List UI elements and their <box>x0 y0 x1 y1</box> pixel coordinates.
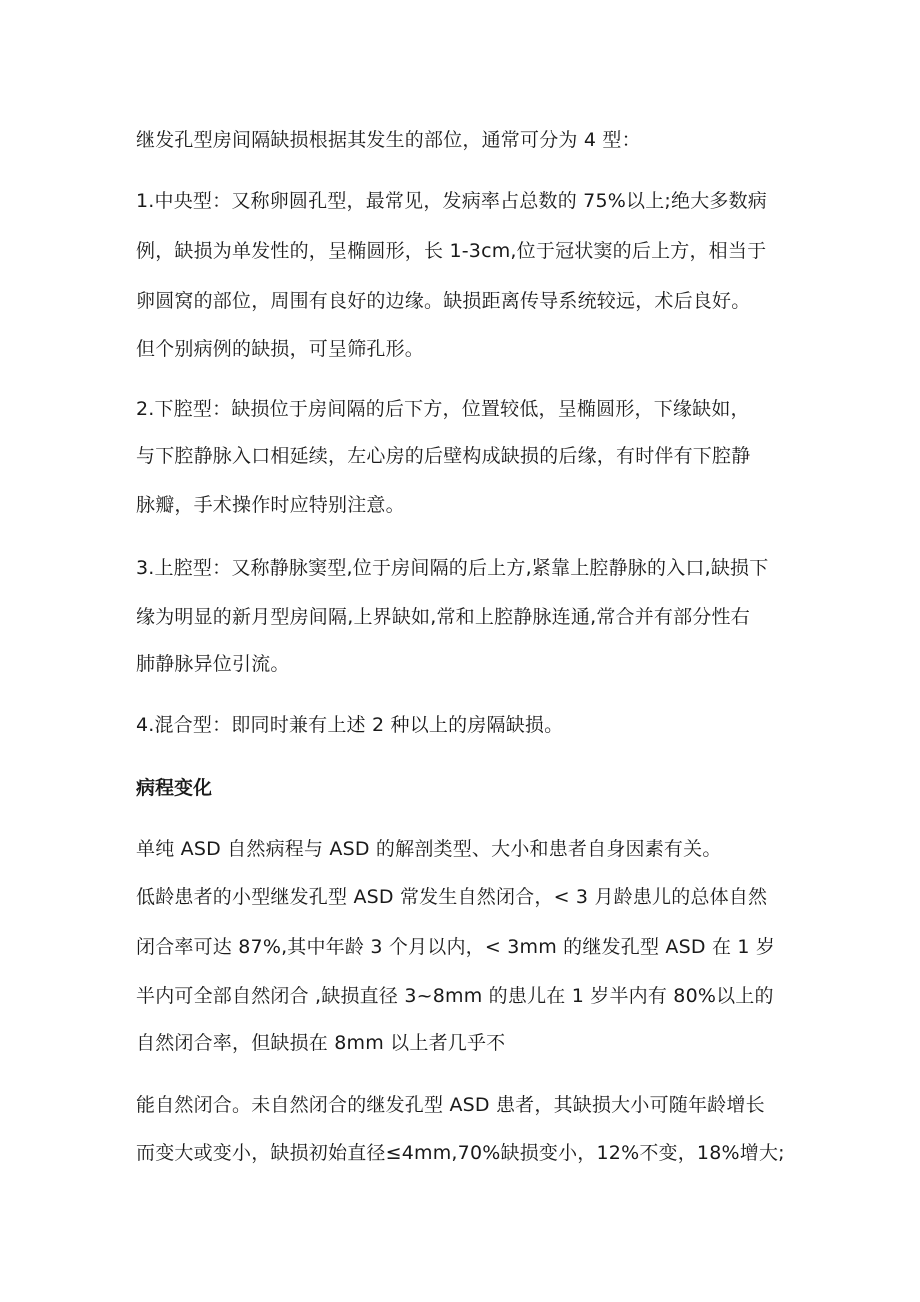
type1-line-1: 1.中央型：又称卵圆孔型，最常见，发病率占总数的 75%以上;绝大多数病 <box>136 190 768 212</box>
para-a-text: 单纯 ASD 自然病程与 ASD 的解剖类型、大小和患者自身因素有关。 <box>136 838 722 860</box>
type1-line-4: 但个别病例的缺损，可呈筛孔形。 <box>136 338 425 360</box>
para-b-line-1: 低龄患者的小型继发孔型 ASD 常发生自然闭合，< 3 月龄患儿的总体自然 <box>136 886 768 908</box>
type3-line-1: 3.上腔型：又称静脉窦型,位于房间隔的后上方,紧靠上腔静脉的入口,缺损下 <box>136 557 769 579</box>
type2-line-2: 与下腔静脉入口相延续，左心房的后壁构成缺损的后缘，有时伴有下腔静 <box>136 445 751 467</box>
intro-text: 继发孔型房间隔缺损根据其发生的部位，通常可分为 4 型： <box>136 129 641 151</box>
para-c-line-2: 而变大或变小，缺损初始直径≤4mm,70%缺损变小，12%不变，18%增大; <box>136 1142 785 1164</box>
section-heading: 病程变化 <box>136 777 213 799</box>
type2-line-1: 2.下腔型：缺损位于房间隔的后下方，位置较低，呈椭圆形，下缘缺如， <box>136 398 750 420</box>
type1-line-2: 例，缺损为单发性的，呈椭圆形，长 1-3cm,位于冠状窦的后上方，相当于 <box>136 240 767 262</box>
type3-line-3: 肺静脉异位引流。 <box>136 653 290 675</box>
type2-line-3: 脉瓣，手术操作时应特别注意。 <box>136 494 405 516</box>
type4-text: 4.混合型：即同时兼有上述 2 种以上的房隔缺损。 <box>136 714 564 736</box>
para-b-line-4: 自然闭合率，但缺损在 8mm 以上者几乎不 <box>136 1032 506 1054</box>
para-b-line-3: 半内可全部自然闭合 ,缺损直径 3~8mm 的患儿在 1 岁半内有 80%以上的 <box>136 985 774 1007</box>
para-c-line-1: 能自然闭合。未自然闭合的继发孔型 ASD 患者，其缺损大小可随年龄增长 <box>136 1094 765 1116</box>
type3-line-2: 缘为明显的新月型房间隔,上界缺如,常和上腔静脉连通,常合并有部分性右 <box>136 606 750 628</box>
para-b-line-2: 闭合率可达 87%,其中年龄 3 个月以内，< 3mm 的继发孔型 ASD 在 1 岁 <box>136 936 776 958</box>
type1-line-3: 卵圆窝的部位，周围有良好的边缘。缺损距离传导系统较远，术后良好。 <box>136 290 751 312</box>
